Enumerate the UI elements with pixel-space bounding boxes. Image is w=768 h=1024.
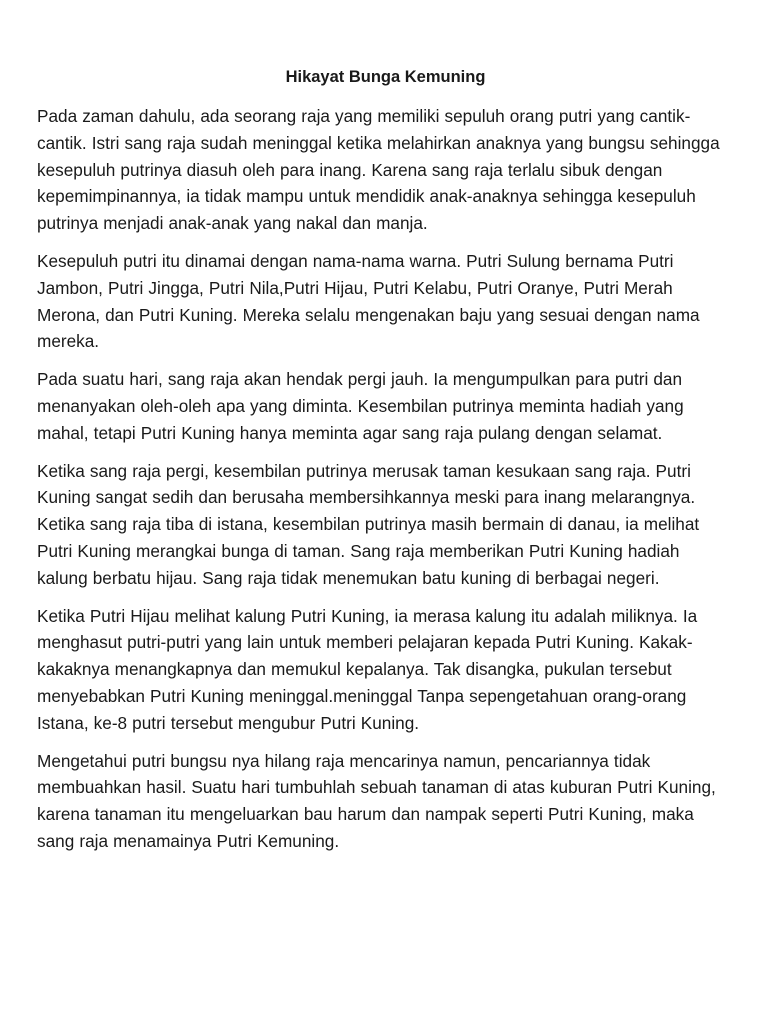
paragraph-2: Kesepuluh putri itu dinamai dengan nama-nama warna. Putri Sulung bernama Putri Jambon, Putri Jingga, Putri Nila,Putri Hijau, Putri Kelabu, Putri Oranye, Putri Merah Merona, dan Putri Kuning. Mereka selalu mengenakan baju yang sesuai dengan nama mereka. xyxy=(37,250,700,352)
paragraph-5: Ketika Putri Hijau melihat kalung Putri Kuning, ia merasa kalung itu adalah miliknya. Ia menghasut putri-putri yang lain untuk memberi pelajaran kepada Putri Kuning. Kakak-kakaknya menangkapnya dan memukul kepalanya. Tak disangka, pukulan tersebut menyebabkan Putri Kuning meninggal.meninggal Tanpa sepengetahuan orang-orang Istana, ke-8 putri tersebut mengubur Putri Kuning. xyxy=(37,605,698,733)
paragraph-4: Ketika sang raja pergi, kesembilan putrinya merusak taman kesukaan sang raja. Putri Kuning sangat sedih dan berusaha membersihkannya meski para inang melarangnya. Ketika sang raja tiba di istana, kesembilan putrinya masih bermain di danau, ia melihat Putri Kuning merangkai bunga di taman. Sang raja memberikan Putri Kuning hadiah kalung berbatu hijau. Sang raja tidak menemukan batu kuning di berbagai negeri. xyxy=(37,460,700,588)
paragraph-6: Mengetahui putri bungsu nya hilang raja mencarinya namun, pencariannya tidak membuahkan hasil. Suatu hari tumbuhlah sebuah tanaman di atas kuburan Putri Kuning, karena tanaman itu mengeluarkan bau harum dan nampak seperti Putri Kuning, maka sang raja menamainya Putri Kemuning. xyxy=(37,750,716,851)
paragraph-1: Pada zaman dahulu, ada seorang raja yang memiliki sepuluh orang putri yang cantik-cantik. Istri sang raja sudah meninggal ketika melahirkan anaknya yang bungsu sehingga kesepuluh putrinya diasuh oleh para inang. Karena sang raja terlalu sibuk dengan kepemimpinannya, ia tidak mampu untuk mendidik anak-anaknya sehingga kesepuluh putrinya menjadi anak-anak yang nakal dan manja. xyxy=(37,106,720,234)
paragraph-3: Pada suatu hari, sang raja akan hendak pergi jauh. Ia mengumpulkan para putri dan menanyakan oleh-oleh apa yang diminta. Kesembilan putrinya meminta hadiah yang mahal, tetapi Putri Kuning hanya meminta agar sang raja pulang dengan selamat. xyxy=(37,369,684,443)
document-title: Hikayat Bunga Kemuning xyxy=(285,68,486,86)
